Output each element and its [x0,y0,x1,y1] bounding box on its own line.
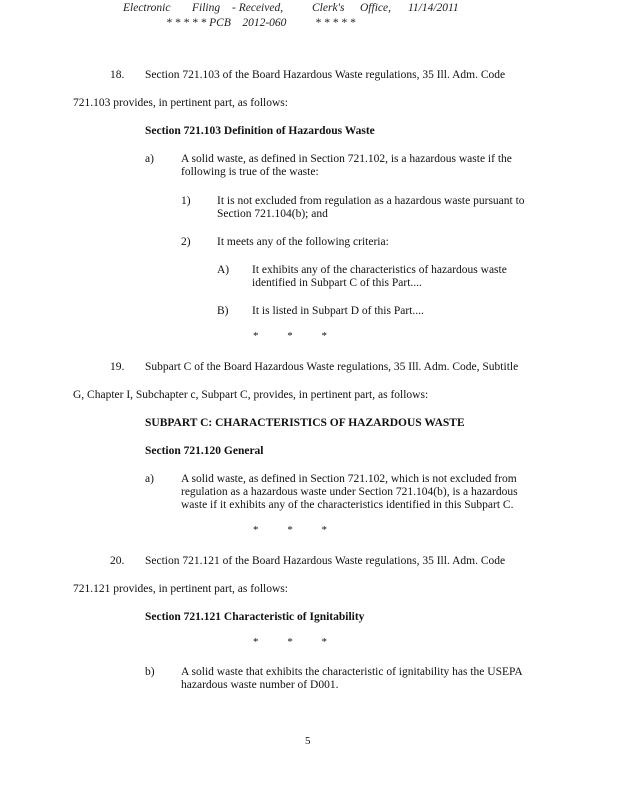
header-office: Office, [360,2,391,14]
para18-number: 18. [110,69,125,81]
para20-heading: Section 721.121 Characteristic of Ignitability [145,611,365,623]
page-number: 5 [305,735,311,747]
header-received: - Received, [232,2,284,14]
para20-omission-stars: * * * [253,636,327,648]
para19-line2: G, Chapter I, Subchapter c, Subpart C, provides, in pertinent part, as follows: [73,389,429,401]
para18-a-label: a) [145,153,154,165]
para20-b-label: b) [145,666,155,678]
header-electronic: Electronic [123,2,171,14]
header-filing: Filing [192,2,221,14]
para18-a-line2: following is true of the waste: [181,166,319,178]
para18-omission-stars: * * * [253,330,327,342]
para20-b-line2: hazardous waste number of D001. [181,679,339,691]
para18-itemB-line1: It is listed in Subpart D of this Part.... [252,305,424,317]
para18-item1-line1: It is not excluded from regulation as a hazardous waste pursuant to [217,195,525,207]
para20-b-line1: A solid waste that exhibits the characteristic of ignitability has the USEPA [181,666,523,678]
para18-a-line1: A solid waste, as defined in Section 721.102, is a hazardous waste if the [181,153,512,165]
para18-heading: Section 721.103 Definition of Hazardous Waste [145,125,375,137]
para18-itemA-line1: It exhibits any of the characteristics of hazardous waste [252,264,507,276]
para18-line2: 721.103 provides, in pertinent part, as follows: [73,97,288,109]
para18-item1-line2: Section 721.104(b); and [217,208,328,220]
para18-item2-label: 2) [181,236,191,248]
para18-itemA-line2: identified in Subpart C of this Part.... [252,277,422,289]
para18-itemA-label: A) [217,264,230,276]
para19-a-line3: waste if it exhibits any of the characteristics identified in this Subpart C. [181,499,514,511]
para19-omission-stars: * * * [253,524,327,536]
para20-line2: 721.121 provides, in pertinent part, as follows: [73,583,288,595]
para19-subpart-heading: SUBPART C: CHARACTERISTICS OF HAZARDOUS WASTE [145,417,465,429]
para19-a-line2: regulation as a hazardous waste under Section 721.104(b), is a hazardous [181,486,518,498]
para19-number: 19. [110,361,125,373]
para18-itemB-label: B) [217,305,229,317]
header-clerks: Clerk's [312,2,345,14]
para19-a-label: a) [145,473,154,485]
header-date: 11/14/2011 [408,2,459,14]
para18-item2-line1: It meets any of the following criteria: [217,236,389,248]
para19-a-line1: A solid waste, as defined in Section 721.102, which is not excluded from [181,473,517,485]
para20-number: 20. [110,555,125,567]
para19-section-heading: Section 721.120 General [145,445,264,457]
header-pcb-line: * * * * * PCB 2012-060 * * * * * [166,17,356,29]
para19-line1: Subpart C of the Board Hazardous Waste regulations, 35 Ill. Adm. Code, Subtitle [145,361,519,373]
para18-item1-label: 1) [181,195,191,207]
para18-line1: Section 721.103 of the Board Hazardous Waste regulations, 35 Ill. Adm. Code [145,69,506,81]
para20-line1: Section 721.121 of the Board Hazardous Waste regulations, 35 Ill. Adm. Code [145,555,506,567]
